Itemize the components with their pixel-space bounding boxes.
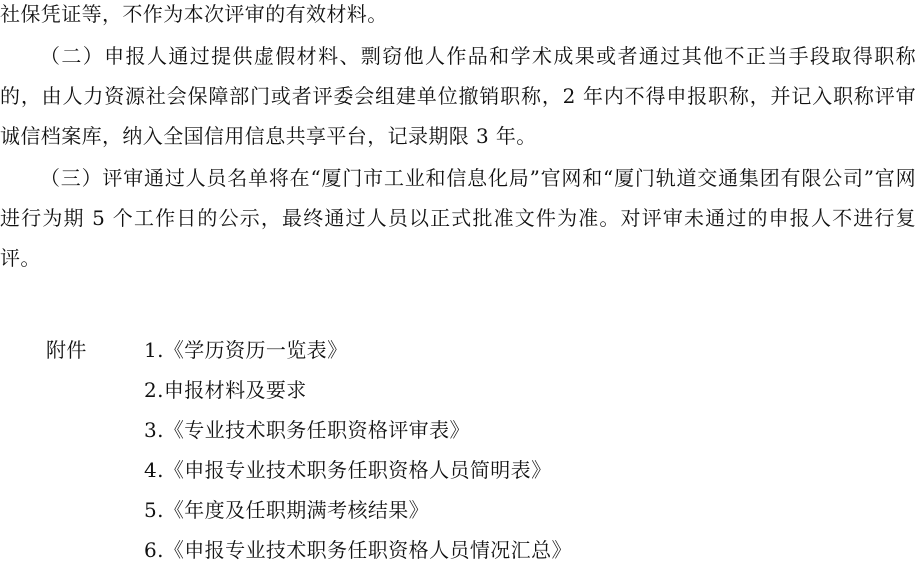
attachment-item xyxy=(0,410,916,450)
attachment-item xyxy=(0,330,916,370)
attachment-label: 附件 xyxy=(46,338,87,362)
paragraph-continuation: 社保凭证等，不作为本次评审的有效材料。 xyxy=(0,2,388,26)
attachment-item-text: 3.《专业技术职务任职资格评审表》 xyxy=(144,418,470,442)
attachment-item xyxy=(0,370,916,410)
attachment-item xyxy=(0,530,916,570)
attachment-item-text: 1.《学历资历一览表》 xyxy=(144,338,348,362)
attachment-item-text: 5.《年度及任职期满考核结果》 xyxy=(144,498,430,522)
attachment-list xyxy=(0,330,916,570)
attachment-item-text: 6.《申报专业技术职务任职资格人员情况汇总》 xyxy=(144,538,572,562)
attachment-item-text: 4.《申报专业技术职务任职资格人员简明表》 xyxy=(144,458,552,482)
attachment-item xyxy=(0,450,916,490)
paragraph-false-materials: （二）申报人通过提供虚假材料、剽窃他人作品和学术成果或者通过其他不正当手段取得职称的，由人力资源社会保障部门或者评委会组建单位撤销职称，2 年内不得申报职称，并记入职称评审诚信档案库，纳入全国信用信息共享平台，记录期限 3 年。 xyxy=(0,44,916,148)
attachment-item-text: 2.申报材料及要求 xyxy=(144,378,307,402)
paragraph-publicity: （三）评审通过人员名单将在“厦门市工业和信息化局”官网和“厦门轨道交通集团有限公司”官网进行为期 5 个工作日的公示，最终通过人员以正式批准文件为准。对评审未通过的申报人不进行复评。 xyxy=(0,166,916,270)
attachment-item xyxy=(0,490,916,530)
